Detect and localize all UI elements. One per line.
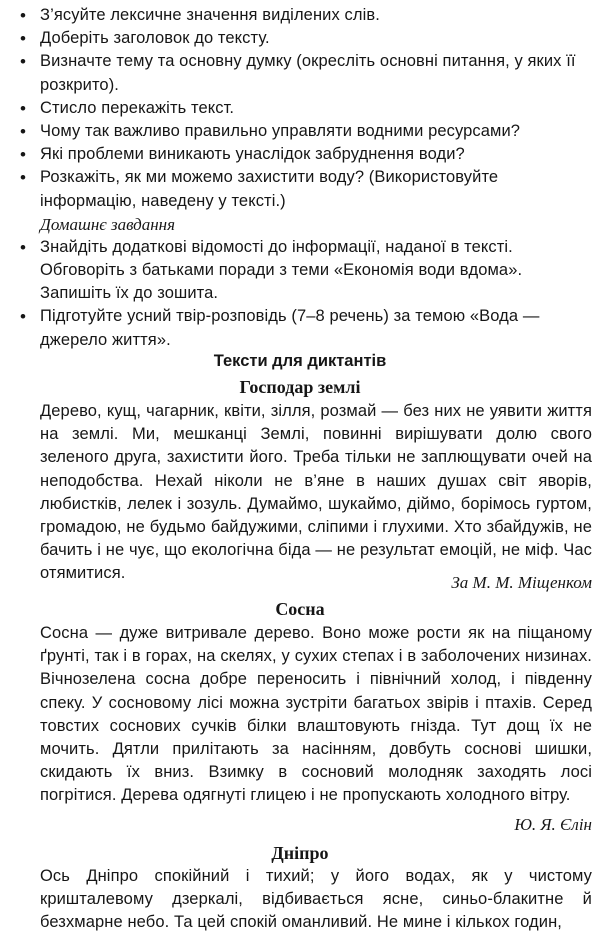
task-item: • Визначте тему та основну думку (окресліть основні питання, у яких її розкрито).: [18, 50, 596, 96]
dictation-text: Дерево, кущ, чагарник, квіти, зілля, розмай — без них не уявити життя на землі. Ми, мешканці Землі, повинні вирішувати долю свого зеленого друга, захистити його. Треба тільки не заплющувати очей на неподобства. Нехай ніколи не в’яне в наших душах світ яворів, любистків, лелек і зозуль. Думаймо, шукаймо, діймо, борімось гуртом, громадою, не будьмо байдужими, сліпими і глухими. Хто збайдужів, не бачить і не чує, що екологічна біда — не результат емоцій, не міф. Час отямитися.: [40, 402, 592, 583]
dictation-text: Сосна — дуже витривале дерево. Воно може рости як на піщаному ґрунті, так і в горах, на скелях, у сухих степах і в заболочених низинах. Вічнозелена сосна добре переносить і північний холод, і південну спеку. У сосновому лісі можна зустріти багатьох звірів і птахів. Серед товстих соснових сучків білки влаштовують гнізда. Тут дощ їх не мочить. Дятли прилітають за насінням, довбуть соснові шишки, скидають їх вниз. Взимку в сосновий молодняк заходять лосі погрітися. Дерева одягнуті глицею і не пропускають холодного вітру.: [40, 624, 592, 805]
section-title: Тексти для диктантів: [213, 352, 387, 370]
task-item: • Розкажіть, як ми можемо захистити воду? (Використовуйте інформацію, наведену у тексті.): [18, 166, 596, 212]
task-item: • З’ясуйте лексичне значення виділених слів.: [18, 4, 596, 27]
dictation-title: Дніпро: [271, 843, 329, 863]
task-item: • Стисло перекажіть текст.: [18, 97, 596, 120]
task-item: • Які проблеми виникають унаслідок забруднення води?: [18, 143, 596, 166]
dictation-title: Господар землі: [239, 377, 361, 397]
homework-item: • Підготуйте усний твір-розповідь (7–8 речень) за темою «Вода — джерело життя».: [18, 305, 596, 351]
task-list: [18, 4, 596, 352]
task-item: • Доберіть заголовок до тексту.: [18, 27, 596, 50]
homework-title: Домашнє завдання: [40, 214, 176, 234]
dictation-author: За М. М. Міщенком: [451, 573, 592, 592]
task-item: • Чому так важливо правильно управляти водними ресурсами?: [18, 120, 596, 143]
homework-item: • Знайдіть додаткові відомості до інформації, наданої в тексті. Обговоріть з батьками поради з теми «Економія води вдома». Запишіть їх до зошита.: [18, 236, 596, 306]
dictation-text: Ось Дніпро спокійний і тихий; у його водах, як у чистому кришталевому дзеркалі, відбивається ясне, синьо-блакитне й безхмарне небо. Та цей спокій оманливий. Не мине і кількох годин,: [40, 867, 592, 932]
dictation-author: Ю. Я. Єлін: [514, 815, 592, 834]
dictation-title: Сосна: [275, 599, 325, 619]
